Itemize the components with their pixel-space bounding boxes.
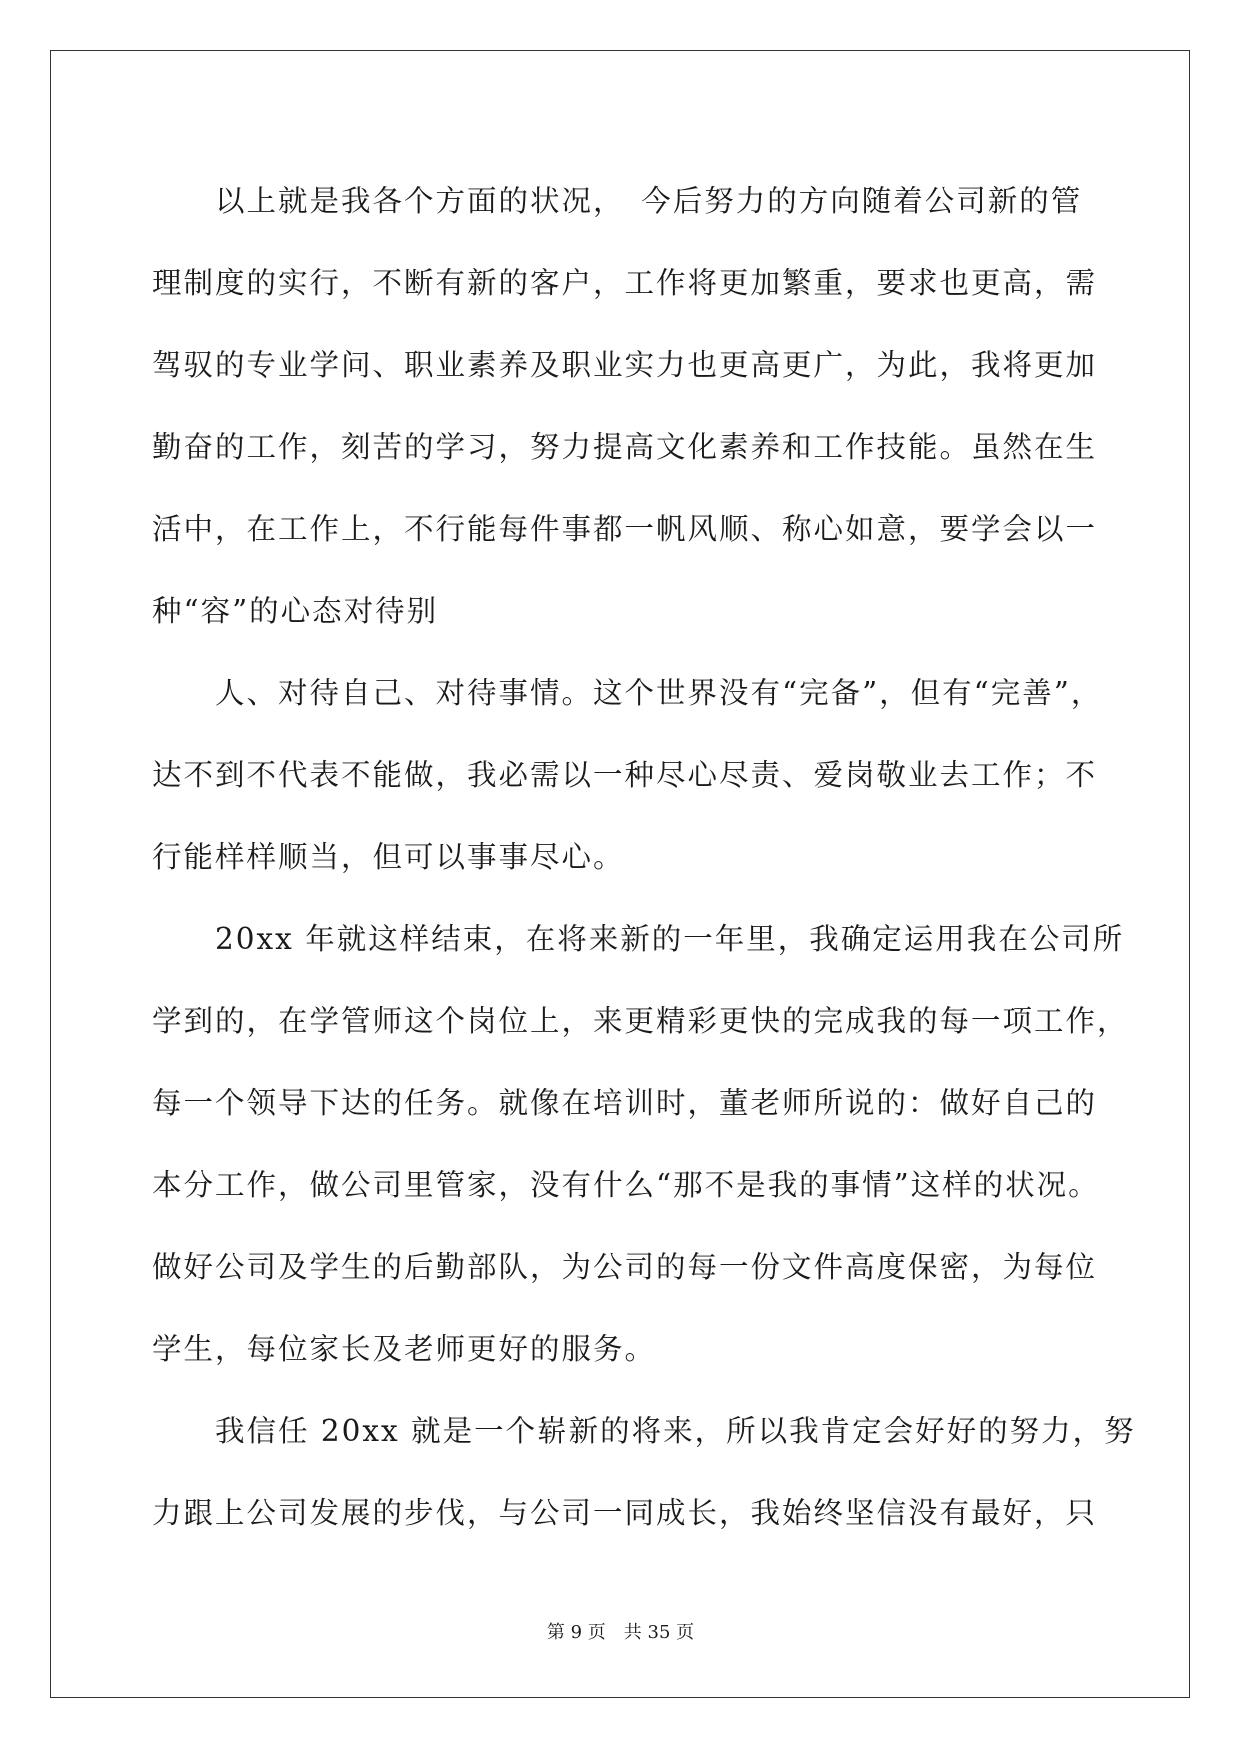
page-number: 第 9 页 共 35 页 xyxy=(546,1622,695,1643)
text-line: 每一个领导下达的任务。就像在培训时，董老师所说的：做好自己的 xyxy=(152,1086,1098,1120)
text-line: 本分工作，做公司里管家，没有什么“那不是我的事情”这样的状况。 xyxy=(152,1168,1100,1202)
text-line: 行能样样顺当，但可以事事尽心。 xyxy=(152,840,625,874)
document-body xyxy=(152,160,1136,1554)
text-line: 勤奋的工作，刻苦的学习，努力提高文化素养和工作技能。虽然在生 xyxy=(152,430,1098,464)
text-line: 理制度的实行，不断有新的客户，工作将更加繁重，要求也更高，需 xyxy=(152,266,1098,300)
text-line: 做好公司及学生的后勤部队，为公司的每一份文件高度保密，为每位 xyxy=(152,1250,1098,1284)
text-line: 我信任 20xx 就是一个崭新的将来，所以我肯定会好好的努力，努 xyxy=(152,1414,1136,1448)
text-line: 学到的，在学管师这个岗位上，来更精彩更快的完成我的每一项工作， xyxy=(152,1004,1129,1038)
text-line: 种“容”的心态对待别 xyxy=(152,594,439,628)
text-line: 力跟上公司发展的步伐，与公司一同成长，我始终坚信没有最好，只 xyxy=(152,1496,1098,1530)
text-line: 人、对待自己、对待事情。这个世界没有“完备”，但有“完善”， xyxy=(152,676,1103,710)
text-line: 活中，在工作上，不行能每件事都一帆风顺、称心如意，要学会以一 xyxy=(152,512,1098,546)
text-line: 20xx 年就这样结束，在将来新的一年里，我确定运用我在公司所 xyxy=(152,922,1125,956)
text-line: 以上就是我各个方面的状况， 今后努力的方向随着公司新的管 xyxy=(152,184,1083,218)
text-line: 学生，每位家长及老师更好的服务。 xyxy=(152,1332,657,1366)
text-line: 驾驭的专业学问、职业素养及职业实力也更高更广，为此，我将更加 xyxy=(152,348,1098,382)
text-line: 达不到不代表不能做，我必需以一种尽心尽责、爱岗敬业去工作；不 xyxy=(152,758,1098,792)
